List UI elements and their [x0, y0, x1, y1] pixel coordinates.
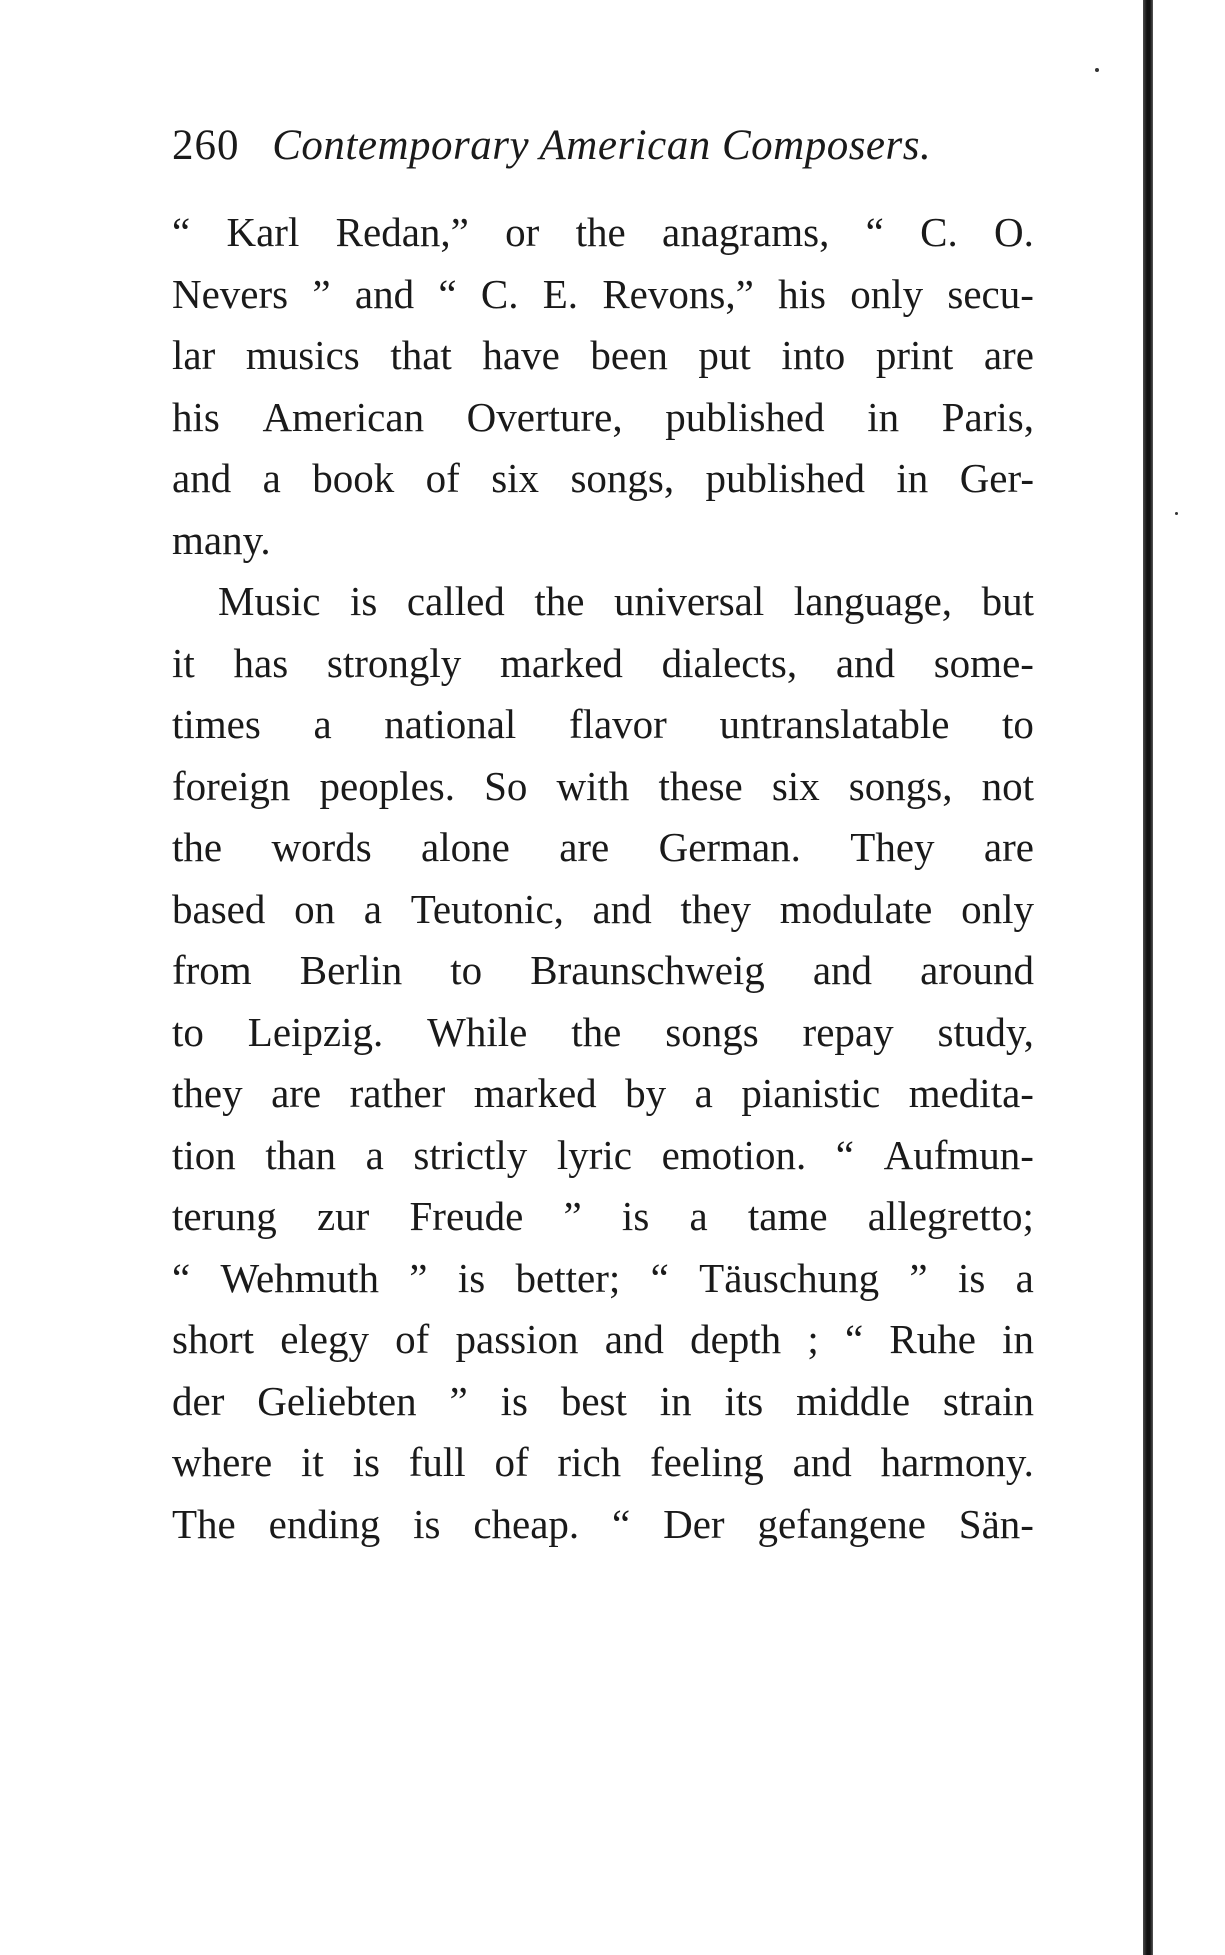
word: are	[559, 824, 610, 870]
word: and	[792, 1439, 852, 1485]
word: they	[680, 885, 752, 932]
word: ”	[312, 270, 331, 317]
word: a	[694, 1070, 713, 1116]
word: based	[172, 885, 266, 932]
word: six	[491, 455, 540, 501]
word: been	[590, 332, 668, 378]
word: Leipzig.	[247, 1008, 384, 1055]
text-line	[172, 633, 1034, 695]
word: strongly	[326, 639, 462, 686]
text-line	[172, 387, 1034, 449]
text-line	[172, 1063, 1034, 1125]
text-line	[172, 1125, 1034, 1187]
word: alone	[421, 824, 510, 870]
word: his	[172, 393, 220, 440]
word: “	[835, 1131, 854, 1178]
word: Sän-	[958, 1500, 1034, 1547]
word: They	[850, 824, 935, 870]
word: emotion.	[661, 1131, 807, 1178]
word: Der	[663, 1500, 725, 1547]
word: short	[172, 1316, 254, 1362]
word: Braunschweig	[530, 947, 765, 993]
word: in	[659, 1377, 692, 1424]
word: elegy	[280, 1316, 369, 1362]
word: depth	[690, 1316, 782, 1362]
text-line	[172, 1432, 1034, 1494]
word: published	[665, 393, 825, 440]
word: words	[271, 824, 372, 870]
word: American	[262, 393, 425, 440]
word: these	[658, 762, 743, 809]
word: Freude	[409, 1193, 524, 1239]
word: a	[1015, 1254, 1034, 1301]
body-text	[172, 202, 1034, 1555]
word: Redan,”	[335, 209, 469, 255]
word: it	[300, 1439, 324, 1485]
word: untranslatable	[719, 701, 950, 747]
word: dialects,	[661, 639, 798, 686]
word: a	[262, 455, 281, 501]
word: is	[350, 578, 378, 624]
text-line	[172, 325, 1034, 387]
word: in	[896, 455, 929, 501]
running-head	[172, 118, 1032, 174]
word: in	[867, 393, 900, 440]
word: rather	[349, 1070, 446, 1116]
word: Geliebten	[257, 1377, 417, 1424]
word: best	[560, 1377, 627, 1424]
word: universal	[613, 578, 765, 624]
text-line	[172, 879, 1034, 941]
word: Paris,	[941, 393, 1034, 440]
word: peoples.	[319, 762, 455, 809]
word: ”	[449, 1377, 468, 1424]
text-line	[172, 448, 1034, 510]
word: on	[294, 885, 336, 932]
text-line	[172, 1248, 1034, 1310]
word: passion	[455, 1316, 579, 1362]
word: foreign	[172, 762, 291, 809]
word: Berlin	[299, 947, 403, 993]
word: terung	[172, 1193, 277, 1239]
word: many.	[172, 516, 271, 563]
word: to	[172, 1008, 204, 1055]
word: ”	[909, 1254, 928, 1301]
word: E.	[542, 270, 579, 317]
text-line	[172, 571, 1034, 633]
word: Karl	[226, 209, 300, 255]
text-line	[172, 756, 1034, 818]
word: songs,	[848, 762, 953, 809]
word: Nevers	[172, 270, 289, 317]
word: medita-	[908, 1070, 1034, 1116]
text-line	[172, 510, 1034, 572]
word: where	[172, 1439, 273, 1485]
word: has	[233, 639, 289, 686]
word: So	[484, 762, 528, 809]
word: tame	[747, 1193, 828, 1239]
word: songs	[665, 1008, 759, 1055]
word: to	[1002, 701, 1034, 747]
word: of	[395, 1316, 430, 1362]
word: some-	[933, 639, 1034, 686]
word: by	[625, 1070, 667, 1116]
word: secu-	[947, 270, 1034, 317]
word: Ger-	[959, 455, 1034, 501]
word: have	[482, 332, 560, 378]
text-line	[172, 817, 1034, 879]
text-line	[172, 1186, 1034, 1248]
word: it	[172, 639, 195, 686]
word: in	[1002, 1316, 1034, 1362]
word: flavor	[568, 701, 667, 747]
word: published	[705, 455, 865, 501]
word: the	[534, 578, 585, 624]
word: is	[957, 1254, 986, 1301]
word: songs,	[570, 455, 675, 501]
word: Ruhe	[889, 1316, 976, 1362]
word: six	[771, 762, 820, 809]
word: his	[778, 270, 826, 317]
text-line	[172, 264, 1034, 326]
word: Revons,”	[602, 270, 754, 317]
word: the	[571, 1008, 622, 1055]
word: are	[983, 332, 1034, 378]
word: allegretto;	[867, 1193, 1034, 1239]
word: but	[981, 578, 1034, 624]
word: ;	[807, 1316, 819, 1362]
word: put	[698, 332, 751, 378]
word: language,	[793, 578, 953, 624]
word: called	[406, 578, 505, 624]
word: musics	[245, 332, 360, 378]
word: “	[172, 1254, 191, 1301]
word: marked	[499, 639, 623, 686]
word: C.	[480, 270, 519, 317]
word: C.	[920, 209, 958, 255]
word: or	[505, 209, 540, 255]
word: a	[689, 1193, 708, 1239]
word: cheap.	[473, 1500, 580, 1547]
word: “	[438, 270, 457, 317]
word: not	[981, 762, 1034, 809]
word: with	[556, 762, 630, 809]
word: national	[384, 701, 517, 747]
word: of	[425, 455, 460, 501]
word: marked	[473, 1070, 597, 1116]
word: ending	[268, 1500, 381, 1547]
word: its	[724, 1377, 764, 1424]
word: only	[961, 885, 1034, 932]
word: der	[172, 1377, 225, 1424]
word: gefangene	[757, 1500, 926, 1547]
print-speck	[1095, 68, 1099, 72]
word: print	[875, 332, 954, 378]
word: harmony.	[880, 1439, 1034, 1485]
word: The	[172, 1500, 236, 1547]
word: and	[604, 1316, 664, 1362]
word: repay	[802, 1008, 894, 1055]
word: Overture,	[466, 393, 623, 440]
word: and	[835, 639, 896, 686]
word: and	[812, 947, 873, 993]
word: they	[172, 1070, 243, 1116]
word: O.	[994, 209, 1034, 255]
text-line	[172, 694, 1034, 756]
word: is	[500, 1377, 528, 1424]
word: ”	[563, 1193, 582, 1239]
word: is	[457, 1254, 486, 1301]
word: the	[172, 824, 223, 870]
word: and	[592, 885, 652, 932]
running-title: Contemporary American Composers.	[272, 122, 932, 169]
word: rich	[557, 1439, 622, 1485]
page-edge-rule	[1143, 0, 1153, 1955]
word: is	[621, 1193, 650, 1239]
word: zur	[316, 1193, 370, 1239]
word: study,	[937, 1008, 1034, 1055]
word: are	[271, 1070, 322, 1116]
word: from	[172, 947, 252, 993]
word: lar	[172, 332, 216, 378]
word: a	[363, 885, 382, 932]
word: around	[920, 947, 1034, 993]
word: better;	[515, 1254, 621, 1301]
word: “	[612, 1500, 631, 1547]
word: that	[390, 332, 452, 378]
word: Wehmuth	[220, 1254, 379, 1301]
text-line	[172, 1309, 1034, 1371]
text-line	[172, 1371, 1034, 1433]
word: strictly	[413, 1131, 528, 1178]
word: pianistic	[741, 1070, 881, 1116]
text-line	[172, 1494, 1034, 1556]
text-line	[172, 1002, 1034, 1064]
page-number: 260	[172, 122, 240, 169]
word: a	[365, 1131, 384, 1178]
word: “	[844, 1316, 864, 1362]
word: tion	[172, 1131, 236, 1178]
word: into	[781, 332, 846, 378]
word: to	[450, 947, 483, 993]
word: Täuschung	[699, 1254, 880, 1301]
word: Aufmun-	[883, 1131, 1034, 1178]
word: are	[983, 824, 1034, 870]
word: and	[354, 270, 415, 317]
word: anagrams,	[662, 209, 830, 255]
word: only	[850, 270, 924, 317]
word: “	[650, 1254, 669, 1301]
word: feeling	[649, 1439, 764, 1485]
word: ”	[409, 1254, 428, 1301]
word: is	[352, 1439, 380, 1485]
word: full	[408, 1439, 466, 1485]
word: middle	[796, 1377, 911, 1424]
text-line	[172, 940, 1034, 1002]
word: “	[865, 209, 884, 255]
word: “	[172, 209, 191, 255]
word: book	[312, 455, 395, 501]
word: and	[172, 455, 232, 501]
word: is	[413, 1500, 441, 1547]
word: than	[265, 1131, 336, 1178]
word: of	[494, 1439, 529, 1485]
word: modulate	[779, 885, 933, 932]
word: Music	[218, 578, 321, 624]
word: While	[427, 1008, 528, 1055]
print-speck	[1175, 512, 1178, 515]
word: times	[172, 701, 261, 747]
word: the	[575, 209, 626, 255]
word: strain	[942, 1377, 1034, 1424]
text-line	[172, 202, 1034, 264]
word: lyric	[556, 1131, 632, 1178]
word: German.	[658, 824, 801, 870]
word: a	[313, 701, 332, 747]
word: Teutonic,	[410, 885, 564, 932]
